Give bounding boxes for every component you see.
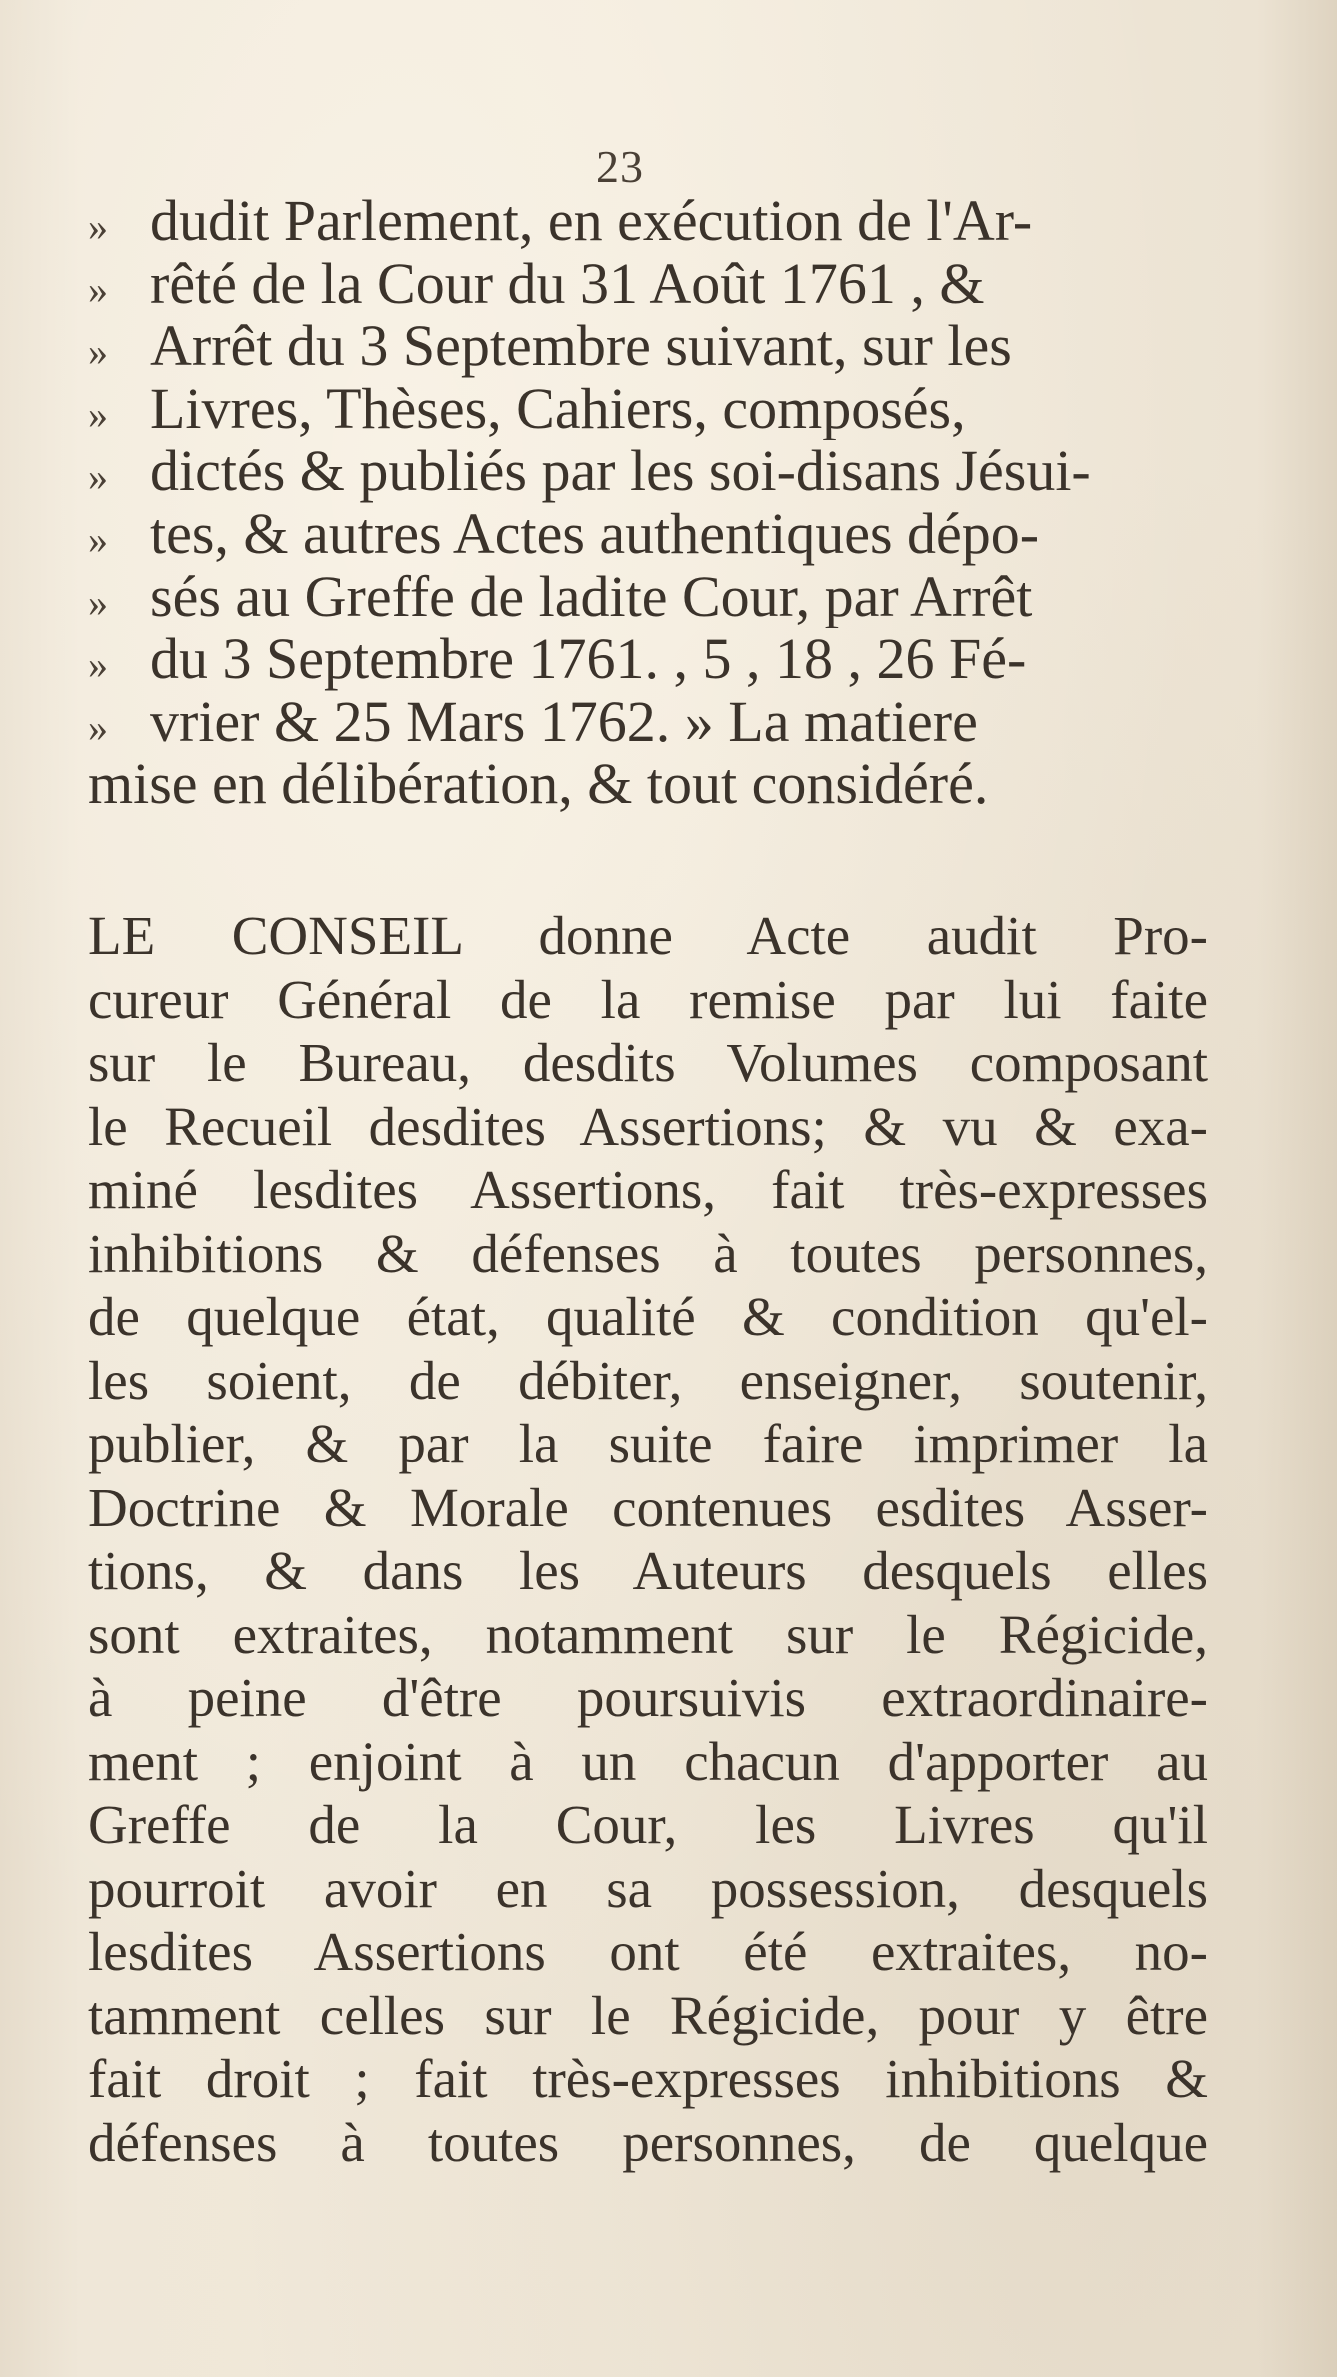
text-line <box>88 190 1208 253</box>
line-text: rêté de la Cour du 31 Août 1761 , & <box>150 252 985 316</box>
text-line <box>88 378 1208 441</box>
text-line: inhibitions & défenses à toutes personnes, <box>88 1222 1208 1284</box>
quote-mark: » <box>88 579 108 625</box>
line-text: Livres, Thèses, Cahiers, composés, <box>150 377 966 441</box>
text-line: fait droit ; fait très-expresses inhibitions & <box>88 2048 1208 2109</box>
text-line <box>88 253 1208 316</box>
text-line: miné lesdites Assertions, fait très-expresses <box>88 1159 1208 1220</box>
line-text: Arrêt du 3 Septembre suivant, sur les <box>150 315 1012 378</box>
text-line <box>88 628 1208 691</box>
line-text: dudit Parlement, en exécution de l'Ar- <box>150 190 1033 253</box>
quote-mark: » <box>88 329 108 375</box>
text-line: de quelque état, qualité & condition qu'el- <box>88 1286 1208 1347</box>
text-line: pourroit avoir en sa possession, desquels <box>88 1857 1208 1919</box>
text-line: défenses à toutes personnes, de quelque <box>88 2111 1208 2173</box>
text-line: le Recueil desdites Assertions; & vu & exa- <box>88 1095 1208 1157</box>
text-line <box>88 315 1208 378</box>
text-line <box>88 503 1208 566</box>
quote-mark: » <box>88 266 108 312</box>
text-line: Greffe de la Cour, les Livres qu'il <box>88 1794 1208 1855</box>
text-line: les soient, de débiter, enseigner, soutenir, <box>88 1349 1208 1411</box>
text-line: publier, & par la suite faire imprimer la <box>88 1413 1208 1474</box>
quote-mark: » <box>88 516 108 562</box>
text-line: tions, & dans les Auteurs desquels elles <box>88 1540 1208 1601</box>
line-text: tes, & autres Actes authentiques dépo- <box>150 502 1040 566</box>
text-line: sont extraites, notamment sur le Régicide, <box>88 1603 1208 1665</box>
line-text: du 3 Septembre 1761. , 5 , 18 , 26 Fé- <box>150 628 1027 691</box>
text-line <box>88 566 1208 629</box>
text-line <box>88 753 1208 816</box>
line-text: sés au Greffe de ladite Cour, par Arrêt <box>150 565 1033 629</box>
text-line: lesdites Assertions ont été extraites, no- <box>88 1921 1208 1982</box>
paragraph-quoted-decree <box>88 190 1208 816</box>
line-text: vrier & 25 Mars 1762. » La matiere <box>150 690 978 754</box>
quote-mark: » <box>88 204 108 249</box>
quote-mark: » <box>88 391 108 437</box>
line-text: mise en délibération, & tout considéré. <box>88 753 989 816</box>
text-line: à peine d'être poursuivis extraordinaire- <box>88 1667 1208 1728</box>
text-line: LE CONSEIL donne Acte audit Pro- <box>88 905 1208 966</box>
text-line <box>88 440 1208 503</box>
paragraph-council-ruling <box>88 904 1208 2174</box>
text-line: Doctrine & Morale contenues esdites Asser- <box>88 1476 1208 1538</box>
quote-mark: » <box>88 704 108 750</box>
text-line: cureur Général de la remise par lui faite <box>88 968 1208 1030</box>
text-line: tamment celles sur le Régicide, pour y être <box>88 1984 1208 2046</box>
quote-mark: » <box>88 454 108 500</box>
quote-mark: » <box>88 642 108 688</box>
text-line: sur le Bureau, desdits Volumes composant <box>88 1032 1208 1093</box>
text-line: ment ; enjoint à un chacun d'apporter au <box>88 1730 1208 1792</box>
page-number: 23 <box>596 141 644 192</box>
text-line <box>88 691 1208 754</box>
line-text: dictés & publiés par les soi-disans Jésui- <box>150 440 1091 503</box>
